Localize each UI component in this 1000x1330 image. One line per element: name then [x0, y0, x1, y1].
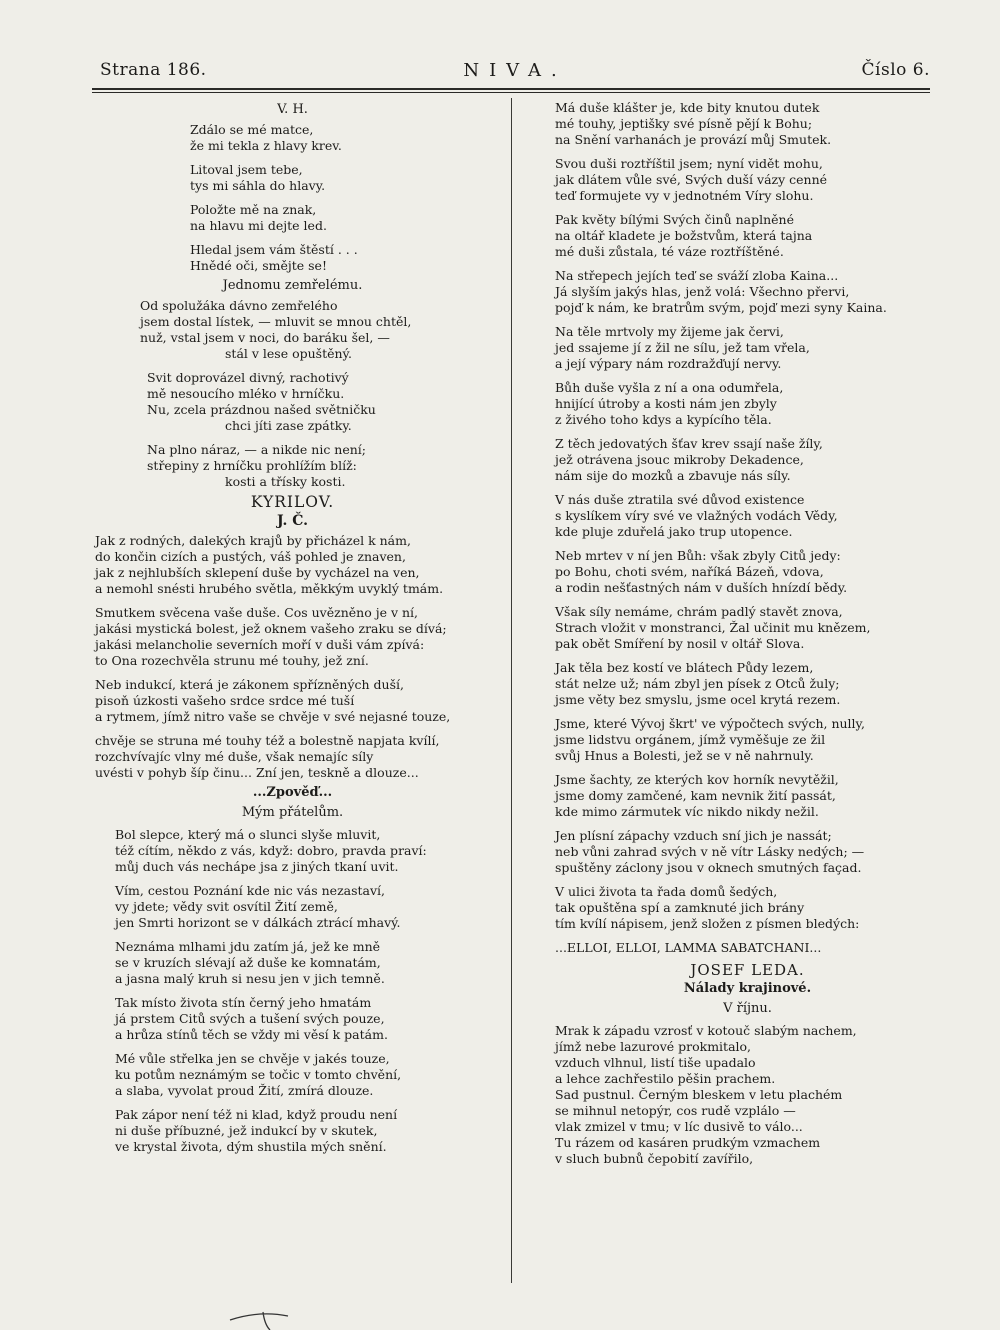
stanza	[555, 324, 940, 372]
verse-line: Smutkem svěcena vaše duše. Cos uvězněno je v ní,	[95, 605, 419, 620]
verse-line: Jak těla bez kostí ve blátech Půdy lezem,	[555, 660, 814, 675]
verse-line: Bol slepce, který má o slunci slyše mluvit,	[115, 827, 381, 842]
verse-line: kosti a třísky kosti.	[225, 474, 346, 489]
verse-line: Na plno náraz, — a nikde nic není;	[147, 442, 367, 457]
verse-line: Však síly nemáme, chrám padlý stavět znova,	[555, 604, 843, 619]
verse-line: Já slyším jakýs hlas, jenž volá: Všechno přervi,	[555, 284, 850, 299]
stanza	[555, 156, 940, 204]
stanza	[555, 772, 940, 820]
verse-line: a její výpary nám rozdražďují nervy.	[555, 356, 782, 371]
poem-dedication: Mým přátelům.	[241, 805, 344, 820]
verse-line: Na střepech jejích teď se sváží zloba Kaina...	[555, 268, 839, 283]
verse-line: Nu, zcela prázdnou našed světničku	[147, 402, 376, 417]
stanza	[95, 298, 490, 362]
verse-line: stál v lese opuštěný.	[225, 346, 352, 361]
verse-line: a lehce zachřestilo pěšin prachem.	[555, 1071, 776, 1086]
verse-line: Z těch jedovatých šťav krev ssají naše žíly,	[555, 436, 823, 451]
verse-line: a nemohl snésti hrubého světla, měkkým uvyklý tmám.	[95, 581, 444, 596]
poem-title-vh: V. H.	[277, 102, 308, 117]
verse-line: jsme domy zamčené, kam nevnik žití passát,	[555, 788, 836, 803]
verse-line: a rytmem, jímž nitro vaše se chvěje v své nejasné touze,	[95, 709, 451, 724]
verse-line: a hrůza stínů těch se vždy mi věsí k patám.	[115, 1027, 388, 1042]
verse-line: chci jíti zase zpátky.	[225, 418, 352, 433]
verse-line: Jen plísní zápachy vzduch sní jich je nassát;	[555, 828, 832, 843]
stanza	[95, 442, 490, 490]
verse-line: stát nelze už; nám zbyl jen písek z Otců žuly;	[555, 676, 840, 691]
stanza	[95, 242, 490, 274]
stanza	[95, 827, 490, 875]
verse-line: se v kruzích slévají až duše ke komnatám,	[115, 955, 381, 970]
verse-line: jímž nebe lazurové prokmitalo,	[555, 1039, 752, 1054]
stanza	[95, 677, 490, 725]
verse-line: Má duše klášter je, kde bity knutou dutek	[555, 100, 820, 115]
verse-line: a rodin nešťastných nám v duších hnízdí bědy.	[555, 580, 848, 595]
column-divider	[511, 98, 512, 1283]
verse-line: mě nesoucího mléko v hrníčku.	[147, 386, 345, 401]
header-rule-thin	[92, 92, 930, 93]
verse-line: jsme lidstvu orgánem, jímž vyměšuje ze žil	[555, 732, 826, 747]
verse-line: Neznáma mlhami jdu zatím já, jež ke mně	[115, 939, 381, 954]
verse-line: z živého toho kdys a kypícího těla.	[555, 412, 772, 427]
verse-line: Bůh duše vyšla z ní a ona odumřela,	[555, 380, 784, 395]
verse-line: Svou duši roztříštil jsem; nyní vidět mohu,	[555, 156, 823, 171]
verse-line: mé duši zůstala, té váze roztříštěné.	[555, 244, 784, 259]
stanza	[95, 162, 490, 194]
stanza	[555, 436, 940, 484]
verse-line: se mihnul netopýr, cos rudě vzplálo —	[555, 1103, 796, 1118]
author-signature: JOSEF LEDA.	[690, 961, 805, 979]
verse-line: Neb mrtev v ní jen Bůh: však zbyly Citů jedy:	[555, 548, 841, 563]
verse-line: Pak zápor není též ni klad, když proudu není	[115, 1107, 398, 1122]
verse-line: Jak z rodných, dalekých krajů by přicházel k nám,	[95, 533, 411, 548]
poem-title-zpoved: ...Zpověď...	[252, 785, 333, 800]
verse-line: Neb indukcí, která je zákonem spřízněných duší,	[95, 677, 404, 692]
stanza	[555, 716, 940, 764]
page-number: Strana 186.	[100, 60, 207, 80]
verse-line: jež otrávena jsouc mikroby Dekadence,	[555, 452, 804, 467]
verse-line: že mi tekla z hlavy krev.	[190, 138, 342, 153]
verse-line: Od spolužáka dávno zemřelého	[140, 298, 338, 313]
stanza	[555, 380, 940, 428]
verse-line: V ulici života ta řada domů šedých,	[555, 884, 778, 899]
verse-line: Na těle mrtvoly my žijeme jak červi,	[555, 324, 784, 339]
verse-line: Zdálo se mé matce,	[190, 122, 314, 137]
verse-line: Jsme, které Vývoj škrt' ve výpočtech svých, nully,	[555, 716, 865, 731]
verse-line: jakási melancholie severních moří v duši vám zpívá:	[95, 637, 425, 652]
verse-line: jsme věty bez smyslu, jsme ocel krytá rezem.	[555, 692, 841, 707]
verse-line: ve krystal života, dým shustila mých snění.	[115, 1139, 387, 1154]
verse-line: spuštěny záclony jsou v oknech smutných façad.	[555, 860, 862, 875]
stanza	[555, 268, 940, 316]
verse-line: střepiny z hrníčku prohlížím blíž:	[147, 458, 357, 473]
verse-line: a jasna malý kruh si nesu jen v jich temně.	[115, 971, 385, 986]
verse-line: jak z nejhlubších sklepení duše by vycházel na ven,	[95, 565, 420, 580]
poem-title-rijnu: V říjnu.	[723, 1001, 772, 1016]
verse-line: na Snění varhanách je provází můj Smutek.	[555, 132, 832, 147]
verse-line: jakási mystická bolest, jež oknem vašeho zraku se dívá;	[95, 621, 447, 636]
verse-line: jed ssajeme jí z žil ne sílu, jež tam vřela,	[555, 340, 810, 355]
stanza	[95, 1051, 490, 1099]
verse-line: kde pluje zduřelá jako trup utopence.	[555, 524, 793, 539]
verse-line: můj duch vás nechápe jsa z jiných tkaní uvit.	[115, 859, 399, 874]
stanza	[95, 939, 490, 987]
stanza	[555, 212, 940, 260]
verse-line: v sluch bubnů čepobití zavířilo,	[555, 1151, 754, 1166]
verse-line: Hnědé oči, smějte se!	[190, 258, 327, 273]
verse-line: Strach vložit v monstranci, Žal učinit mu knězem,	[555, 620, 871, 635]
poem-cycle-title: Nálady krajinové.	[683, 981, 812, 996]
verse-line: to Ona rozechvěla strunu mé touhy, jež zní.	[95, 653, 369, 668]
verse-line: V nás duše ztratila své důvod existence	[555, 492, 805, 507]
verse-line: ku potům neznámým se točic v tomto chvění,	[115, 1067, 402, 1082]
verse-line: Hledal jsem vám štěstí . . .	[190, 242, 358, 257]
verse-line: mé touhy, jeptišky své písně pějí k Bohu;	[555, 116, 813, 131]
poem-title-jednomu: Jednomu zemřelému.	[222, 278, 363, 293]
stanza	[555, 1023, 940, 1167]
right-column	[555, 100, 940, 1175]
verse-line: vlak zmizel v tmu; v líc dusivě to válo...	[555, 1119, 803, 1134]
stanza	[555, 100, 940, 148]
stanza	[95, 533, 490, 597]
verse-line: vy jdete; vědy svit osvítil Žití země,	[115, 899, 338, 914]
verse-line: Svit doprovázel divný, rachotivý	[147, 370, 349, 385]
verse-line: Tak místo života stín černý jeho hmatám	[115, 995, 372, 1010]
stanza	[555, 828, 940, 876]
verse-line: pak obět Smíření by nosil v oltář Slova.	[555, 636, 805, 651]
stanza	[95, 605, 490, 669]
verse-line: Mrak k západu vzrosť v kotouč slabým nachem,	[555, 1023, 857, 1038]
stanza	[95, 1107, 490, 1155]
verse-line: já prstem Citů svých a tušení svých pouze,	[115, 1011, 385, 1026]
verse-line: jsem dostal lístek, — mluvit se mnou chtěl,	[140, 314, 412, 329]
verse-line: na hlavu mi dejte led.	[190, 218, 327, 233]
verse-line: Vím, cestou Poznání kde nic vás nezastaví,	[115, 883, 386, 898]
left-column	[95, 100, 490, 1163]
verse-line: po Bohu, choti svém, naříká Bázeň, vdova,	[555, 564, 824, 579]
verse-line: chvěje se struna mé touhy též a bolestně napjata kvílí,	[95, 733, 440, 748]
stanza	[95, 733, 490, 781]
stanza	[555, 884, 940, 932]
final-exclamation: ...ELLOI, ELLOI, LAMMA SABATCHANI...	[555, 940, 822, 955]
verse-line: nám sije do mozků a zbavuje nás síly.	[555, 468, 791, 483]
stanza	[555, 492, 940, 540]
verse-line: kde mimo zármutek víc nikdo nikdy nežil.	[555, 804, 819, 819]
verse-line: nuž, vstal jsem v noci, do baráku šel, —	[140, 330, 390, 345]
issue-number: Číslo 6.	[861, 60, 930, 80]
stanza	[95, 122, 490, 154]
stanza	[555, 660, 940, 708]
verse-line: Mé vůle střelka jen se chvěje v jakés touze,	[115, 1051, 390, 1066]
verse-line: Položte mě na znak,	[190, 202, 317, 217]
verse-line: na oltář kladete je božstvům, která tajna	[555, 228, 813, 243]
verse-line: Tu rázem od kasáren prudkým vzmachem	[555, 1135, 821, 1150]
verse-line: uvésti v pohyb šíp činu... Zní jen, teskně a dlouze...	[95, 765, 419, 780]
verse-line: tys mi sáhla do hlavy.	[190, 178, 326, 193]
stanza	[555, 548, 940, 596]
verse-line: svůj Hnus a Bolesti, jež se v ně nahrnuly.	[555, 748, 814, 763]
verse-line: hnijící útroby a kosti nám jen zbyly	[555, 396, 777, 411]
stanza	[95, 995, 490, 1043]
verse-line: pojď k nám, ke bratrům svým, pojď mezi syny Kaina.	[555, 300, 887, 315]
stanza	[555, 604, 940, 652]
page-header	[100, 60, 930, 84]
verse-line: Pak květy bílými Svých činů naplněné	[555, 212, 795, 227]
verse-line: jen Smrti horizont se v dálkách ztrácí mhavý.	[115, 915, 401, 930]
poem-title-jc: J. Č.	[276, 513, 309, 529]
verse-line: pisoň úzkosti vašeho srdce srdce mé tuší	[95, 693, 355, 708]
verse-line: rozchvívajíc vlny mé duše, však nemajíc síly	[95, 749, 374, 764]
verse-line: teď formujete vy v jednotném Víry slohu.	[555, 188, 814, 203]
author-signature: KYRILOV.	[250, 493, 335, 511]
verse-line: též cítím, někdo z vás, když: dobro, pravda praví:	[115, 843, 427, 858]
verse-line: s kyslíkem víry své ve vlažných vodách Vědy,	[555, 508, 838, 523]
verse-line: Litoval jsem tebe,	[190, 162, 303, 177]
verse-line: vzduch vlhnul, listí tiše upadalo	[555, 1055, 756, 1070]
pencil-mark	[228, 1290, 308, 1330]
verse-line: do končin cizích a pustých, váš pohled je znaven,	[95, 549, 406, 564]
stanza	[95, 883, 490, 931]
header-rule-thick	[92, 88, 930, 90]
verse-line: jak dlátem vůle své, Svých duší vázy cenné	[555, 172, 828, 187]
stanza	[95, 202, 490, 234]
verse-line: Sad pustnul. Černým bleskem v letu plachém	[555, 1087, 843, 1102]
verse-line: ni duše příbuzné, jež indukcí by v skutek,	[115, 1123, 378, 1138]
verse-line: tak opuštěna spí a zamknuté jich brány	[555, 900, 805, 915]
verse-line: neb vůni zahrad svých v ně vítr Lásky nedých; —	[555, 844, 865, 859]
verse-line: Jsme šachty, ze kterých kov horník nevytěžil,	[555, 772, 839, 787]
journal-title: NIVA.	[463, 60, 567, 81]
stanza	[95, 370, 490, 434]
verse-line: a slaba, vyvolat proud Žití, zmírá dlouze.	[115, 1083, 374, 1098]
verse-line: tím kvílí nápisem, jenž složen z písmen bledých:	[555, 916, 860, 931]
